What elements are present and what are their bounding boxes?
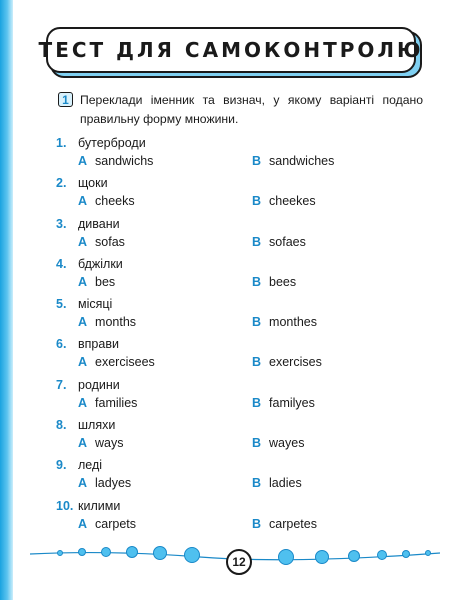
- title-box: [38, 27, 424, 73]
- option-letter-a: A: [78, 516, 88, 531]
- option-b-text: cheekes: [269, 194, 316, 209]
- question-word: килими: [78, 498, 121, 513]
- option-b[interactable]: [252, 315, 317, 329]
- option-b-text: familyes: [269, 395, 315, 410]
- option-b[interactable]: [252, 154, 334, 168]
- question-item: [56, 136, 436, 176]
- option-letter-a: A: [78, 315, 88, 330]
- question-item: [56, 217, 436, 257]
- option-b-text: ladies: [269, 476, 302, 491]
- question-word: місяці: [78, 297, 113, 312]
- option-letter-b: B: [252, 355, 262, 370]
- option-b-text: bees: [269, 274, 297, 289]
- option-b[interactable]: [252, 517, 317, 531]
- question-item: [56, 297, 436, 337]
- page-number: 12: [232, 555, 246, 569]
- question-item: [56, 458, 436, 498]
- option-a[interactable]: [78, 194, 135, 208]
- question-word: бджілки: [78, 256, 123, 271]
- option-a[interactable]: [78, 315, 136, 329]
- option-b-text: exercises: [269, 355, 322, 370]
- option-a[interactable]: [78, 355, 155, 369]
- question-word: родини: [78, 377, 120, 392]
- option-b[interactable]: [252, 355, 322, 369]
- question-number: 4.: [56, 256, 67, 271]
- question-number: 7.: [56, 377, 67, 392]
- option-letter-a: A: [78, 274, 88, 289]
- option-letter-b: B: [252, 194, 262, 209]
- question-list: [56, 136, 436, 539]
- side-stripe: [0, 0, 13, 600]
- option-letter-a: A: [78, 395, 88, 410]
- option-a-text: carpets: [95, 516, 137, 531]
- option-a-text: months: [95, 315, 137, 330]
- footer-dot: [403, 551, 410, 558]
- option-b-text: wayes: [269, 436, 305, 451]
- option-b[interactable]: [252, 436, 304, 450]
- question-word: шляхи: [78, 418, 116, 433]
- option-letter-b: B: [252, 395, 262, 410]
- option-a-text: sofas: [95, 234, 125, 249]
- footer-dot: [127, 547, 138, 558]
- option-b[interactable]: [252, 275, 296, 289]
- option-a[interactable]: [78, 275, 115, 289]
- option-a-text: cheeks: [95, 194, 135, 209]
- footer-dot: [426, 551, 431, 556]
- option-letter-a: A: [78, 436, 88, 451]
- question-word: леді: [78, 458, 103, 473]
- task-number-badge: 1: [58, 92, 73, 107]
- question-number: 5.: [56, 297, 67, 312]
- option-a[interactable]: [78, 396, 137, 410]
- option-b[interactable]: [252, 476, 302, 490]
- question-number: 8.: [56, 418, 67, 433]
- option-a[interactable]: [78, 235, 125, 249]
- question-number: 2.: [56, 176, 67, 191]
- option-letter-b: B: [252, 154, 262, 168]
- question-number: 9.: [56, 458, 67, 473]
- task-instruction-block: [58, 91, 423, 129]
- option-a-text: sandwichs: [95, 154, 154, 168]
- option-a[interactable]: [78, 476, 131, 490]
- option-b[interactable]: [252, 194, 316, 208]
- footer-dot: [279, 550, 294, 565]
- footer-dot: [349, 551, 360, 562]
- question-item: [56, 257, 436, 297]
- option-letter-b: B: [252, 476, 262, 491]
- question-word: вправи: [78, 337, 119, 352]
- option-letter-a: A: [78, 234, 88, 249]
- footer-dot: [316, 551, 329, 564]
- option-b-text: sandwiches: [269, 154, 335, 168]
- question-word: бутерброди: [78, 136, 146, 150]
- option-a-text: ladyes: [95, 476, 132, 491]
- option-letter-b: B: [252, 234, 262, 249]
- page-number-badge: [226, 549, 252, 575]
- question-number: 3.: [56, 216, 67, 231]
- option-a[interactable]: [78, 436, 124, 450]
- question-number: 10.: [56, 498, 74, 513]
- footer-dot: [378, 551, 387, 560]
- option-a-text: families: [95, 395, 138, 410]
- option-a[interactable]: [78, 517, 136, 531]
- option-b-text: sofaes: [269, 234, 306, 249]
- question-number: 6.: [56, 337, 67, 352]
- question-word: щоки: [78, 176, 108, 191]
- question-item: [56, 499, 436, 539]
- option-a-text: ways: [95, 436, 124, 451]
- task-instruction: Переклади іменник та визнач, у якому варіанті подано правильну форму множини.: [80, 93, 423, 126]
- option-a-text: bes: [95, 274, 116, 289]
- page-title: ТЕСТ ДЛЯ САМОКОНТРОЛЮ: [38, 38, 424, 62]
- option-b-text: monthes: [269, 315, 317, 330]
- option-letter-a: A: [78, 355, 88, 370]
- option-letter-a: A: [78, 154, 88, 168]
- footer-dot: [154, 547, 167, 560]
- option-letter-a: A: [78, 194, 88, 209]
- question-number: 1.: [56, 136, 67, 150]
- option-letter-b: B: [252, 436, 262, 451]
- question-item: [56, 176, 436, 216]
- question-word: дивани: [78, 216, 120, 231]
- footer-dot: [79, 549, 86, 556]
- option-a[interactable]: [78, 154, 153, 168]
- footer-dot: [58, 551, 63, 556]
- footer-dot: [102, 548, 111, 557]
- option-b-text: carpetes: [269, 516, 317, 531]
- option-letter-b: B: [252, 274, 262, 289]
- option-b[interactable]: [252, 235, 306, 249]
- question-item: [56, 418, 436, 458]
- question-item: [56, 378, 436, 418]
- option-letter-b: B: [252, 516, 262, 531]
- question-item: [56, 337, 436, 377]
- option-letter-a: A: [78, 476, 88, 491]
- footer-dot: [185, 548, 200, 563]
- option-letter-b: B: [252, 315, 262, 330]
- option-a-text: exercisees: [95, 355, 155, 370]
- option-b[interactable]: [252, 396, 315, 410]
